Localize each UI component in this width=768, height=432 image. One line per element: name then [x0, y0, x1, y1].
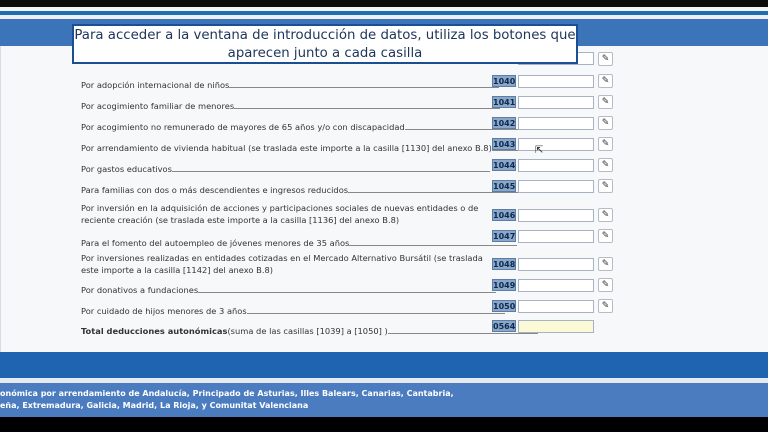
row-label: Por gastos educativos — [81, 164, 490, 174]
pencil-icon[interactable]: ✎ — [598, 278, 613, 292]
total-label: Total deducciones autonómicas(suma de las casillas [1039] a [1050] ) — [81, 326, 538, 336]
row-label: Para el fomento del autoempleo de jóvenes menores de 35 años — [81, 238, 517, 248]
callout-line-2: aparecen junto a cada casilla — [227, 46, 423, 61]
row-label: Por donativos a fundaciones — [81, 285, 496, 295]
amount-input[interactable] — [518, 300, 594, 313]
row-label: Por inversión en la adquisición de acciones y participaciones sociales de nuevas entidades o de reciente creación (se traslada este importe a la casilla [1136] del anexo B.8) — [81, 203, 479, 225]
row-label: Por inversiones realizadas en entidades cotizadas en el Mercado Alternativo Bursátil (se traslada este importe a la casilla [1142] del anexo B.8) — [81, 253, 483, 275]
pencil-icon[interactable]: ✎ — [598, 74, 613, 88]
amount-input[interactable] — [518, 209, 594, 222]
instruction-callout — [72, 24, 578, 64]
box-number: 1044 — [493, 161, 516, 170]
box-number: 1042 — [493, 119, 516, 128]
amount-input[interactable] — [518, 75, 594, 88]
box-number: 1043 — [493, 140, 516, 149]
callout-line-1: Para acceder a la ventana de introducción de datos, utiliza los botones que — [74, 28, 576, 43]
row-label: Por acogimiento no remunerado de mayores de 65 años y/o con discapacidad — [81, 122, 525, 132]
amount-input[interactable] — [518, 117, 594, 130]
pencil-icon[interactable]: ✎ — [598, 95, 613, 109]
pencil-icon[interactable]: ✎ — [598, 158, 613, 172]
pencil-icon[interactable]: ✎ — [598, 208, 613, 222]
pencil-icon[interactable]: ✎ — [598, 116, 613, 130]
bottom-blue-band — [0, 352, 768, 378]
total-amount-field — [518, 320, 594, 333]
amount-input[interactable] — [518, 279, 594, 292]
amount-input[interactable] — [518, 159, 594, 172]
amount-input[interactable] — [518, 258, 594, 271]
row-label: Por adopción internacional de niños — [81, 80, 499, 90]
box-number: 1049 — [493, 281, 516, 290]
amount-input[interactable] — [518, 96, 594, 109]
mouse-cursor-icon: ⇱ — [535, 145, 544, 156]
pencil-icon[interactable]: ✎ — [598, 299, 613, 313]
row-label: Para familias con dos o más descendientes e ingresos reducidos — [81, 185, 518, 195]
box-number: 1047 — [493, 232, 516, 241]
box-number: 1045 — [493, 182, 516, 191]
amount-input[interactable] — [518, 230, 594, 243]
amount-input[interactable] — [518, 138, 594, 151]
box-number-total: 0564 — [493, 322, 516, 331]
box-number: 1041 — [493, 98, 516, 107]
box-number: 1040 — [493, 77, 516, 86]
pencil-icon[interactable]: ✎ — [598, 137, 613, 151]
pencil-icon[interactable]: ✎ — [598, 52, 613, 66]
box-number: 1050 — [493, 302, 516, 311]
row-label: Por arrendamiento de vivienda habitual (se traslada este importe a la casilla [1130] del anexo B.8) — [81, 143, 540, 153]
deductions-form — [0, 46, 768, 352]
pencil-icon[interactable]: ✎ — [598, 257, 613, 271]
amount-input[interactable] — [518, 180, 594, 193]
pencil-icon[interactable]: ✎ — [598, 179, 613, 193]
top-black-bar — [0, 0, 768, 7]
pencil-icon[interactable]: ✎ — [598, 229, 613, 243]
box-number: 1048 — [493, 260, 516, 269]
box-number: 1046 — [493, 211, 516, 220]
footer-note — [0, 383, 768, 417]
footer-line-2: eña, Extremadura, Galicia, Madrid, La Rioja, y Comunitat Valenciana — [0, 401, 309, 410]
row-label: Por cuidado de hijos menores de 3 años — [81, 306, 505, 316]
footer-line-1: onómica por arrendamiento de Andalucía, Principado de Asturias, Illes Balears, Canarias, Cantabria, — [0, 389, 454, 398]
row-label: Por acogimiento familiar de menores — [81, 101, 500, 111]
